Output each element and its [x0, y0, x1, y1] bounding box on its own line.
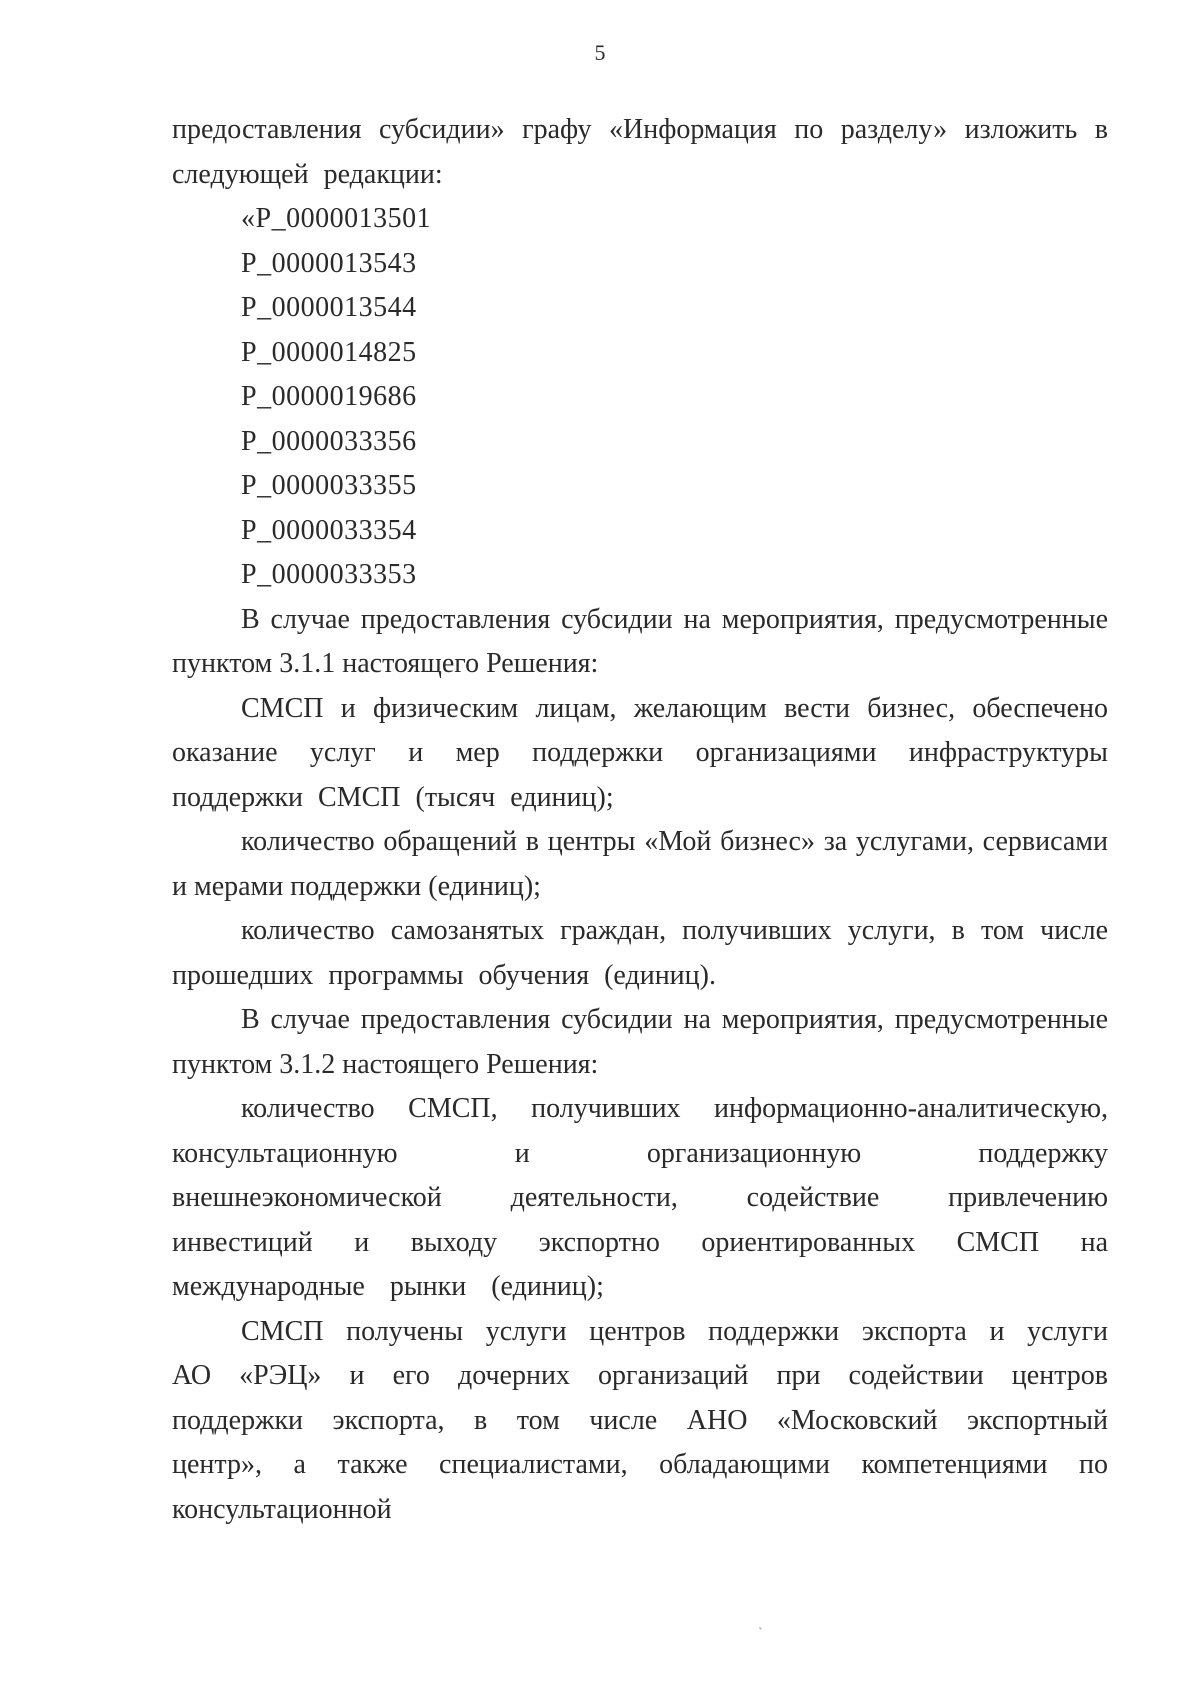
code-item: P_0000013543 [241, 247, 417, 279]
page-number: 5 [594, 40, 606, 65]
section-311-item: СМСП и физическим лицам, желающим вести бизнес, обеспечено оказание услуг и мер поддержки организациями инфраструктуры поддержки СМСП (тысяч единиц); [172, 692, 1108, 813]
code-item: «P_0000013501 [241, 203, 432, 234]
section-311-heading: В случае предоставления субсидии на мероприятия, предусмотренные пунктом 3.1.1 настоящего Решения: [172, 603, 1108, 679]
section-312-heading: В случае предоставления субсидии на мероприятия, предусмотренные пунктом 3.1.2 настоящего Решения: [172, 1004, 1108, 1080]
code-item: P_0000033356 [241, 425, 417, 457]
section-312-item: СМСП получены услуги центров поддержки экспорта и услуги АО «РЭЦ» и его дочерних организаций при содействии центров поддержки экспорта, в том числе АНО «Московский экспортный центр», а также специалистами, обладающими компетенциями по консультационной [172, 1315, 1108, 1525]
code-list [172, 197, 1108, 598]
code-item: P_0000033354 [241, 514, 417, 546]
code-item: P_0000013544 [241, 292, 417, 323]
document-body [172, 108, 1108, 1532]
section-311-item: количество самозанятых граждан, получивших услуги, в том числе прошедших программы обучения (единиц). [172, 915, 1108, 991]
section-311-item: количество обращений в центры «Мой бизнес» за услугами, сервисами и мерами поддержки (единиц); [172, 826, 1108, 902]
scan-mark: ` [758, 1626, 763, 1641]
code-item: P_0000014825 [241, 336, 417, 368]
code-item: P_0000033353 [241, 559, 417, 590]
section-312-item: количество СМСП, получивших информационно-аналитическую, консультационную и организационную поддержку внешнеэкономической деятельности, содействие привлечению инвестиций и выходу экспортно ориентированных СМСП на международные рынки (единиц); [172, 1093, 1108, 1302]
intro-paragraph: предоставления субсидии» графу «Информация по разделу» изложить в следующей редакции: [172, 114, 1108, 190]
code-item: P_0000019686 [241, 381, 417, 412]
code-item: P_0000033355 [241, 470, 417, 501]
